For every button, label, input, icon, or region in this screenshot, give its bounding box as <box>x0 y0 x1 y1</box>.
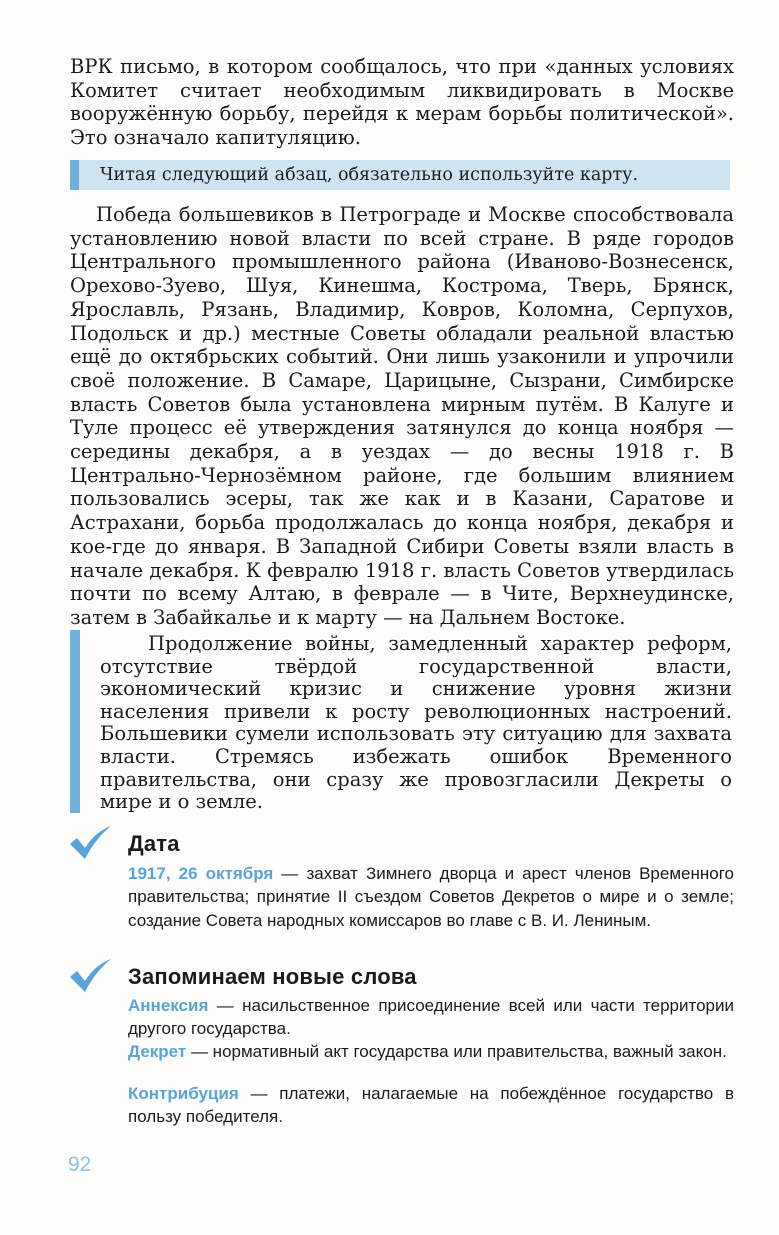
map-note-text: Читая следующий абзац, обязательно используйте карту. <box>100 165 639 185</box>
summary-text: Продолжение войны, замедленный характер реформ, отсутствие твёрдой государственной власти, экономический кризис и снижение уровня жизни населения привели к росту революционных настроений. Большевики сумели использовать эту ситуацию для захвата власти. Стремясь избежать ошибок Временного правительства, они сразу же провозгласили Декреты о мире и о земле. <box>100 632 732 814</box>
paragraph-main-text: Победа большевиков в Петрограде и Москве способствовала установлению новой власти по всей стране. В ряде городов Центрального промышленного района (Иваново-Вознесенск, Орехово-Зуево, Шуя, Кинешма, Кострома, Тверь, Брянск, Ярославль, Рязань, Владимир, Ковров, Коломна, Серпухов, Подольск и др.) местные Советы обладали реальной властью ещё до октябрьских событий. Они лишь узаконили и упрочили своё положение. В Самаре, Царицыне, Сызрани, Симбирске власть Советов была установлена мирным путём. В Калуге и Туле процесс её утверждения затянулся до конца ноября — середины декабря, а в уездах — до весны 1918 г. В Центрально-Чернозёмном районе, где большим влиянием пользовались эсеры, так же как и в Казани, Саратове и Астрахани, борьба продолжалась до конца ноября, декабря и кое-где до января. В Западной Сибири Советы взяли власть в начале декабря. К февралю 1918 г. власть Советов утвердилась почти по всему Алтаю, в феврале — в Чите, Верхнеудинске, затем в Забайкалье и к марту — на Дальнем Востоке. <box>70 203 734 629</box>
callout-bar <box>70 160 79 190</box>
date-term: 1917, 26 октября <box>128 864 274 883</box>
date-entry <box>128 862 734 932</box>
summary-text-wrap <box>100 633 732 814</box>
glossary-definition: — насильственное присоединение всей или части территории другого государства. <box>128 996 734 1039</box>
paragraph-intro <box>70 55 734 150</box>
glossary-term: Контрибуция <box>128 1084 239 1103</box>
date-heading: Дата <box>128 831 180 856</box>
map-note-callout <box>70 160 730 190</box>
glossary-term: Декрет <box>128 1042 187 1061</box>
glossary-entry <box>128 1082 734 1129</box>
page-number: 92 <box>68 1153 92 1176</box>
glossary-entry <box>128 994 734 1041</box>
paragraph-intro-text: ВРК письмо, в котором сообщалось, что при «данных условиях Комитет считает необходимым ликвидировать в Москве вооружённую борьбу, перейдя к мерам борьбы политической». Это означало капитуляцию. <box>70 55 734 150</box>
glossary-definition: — платежи, налагаемые на побеждённое государство в пользу победителя. <box>128 1084 734 1127</box>
glossary-entry <box>128 1040 734 1063</box>
paragraph-main <box>70 203 734 630</box>
glossary-term: Аннексия <box>128 996 209 1015</box>
summary-stripe <box>70 630 80 813</box>
checkmark-icon <box>68 825 112 861</box>
glossary-definition: — нормативный акт государства или правительства, важный закон. <box>186 1042 727 1061</box>
summary-box <box>70 630 734 813</box>
new-words-heading: Запоминаем новые слова <box>128 964 417 989</box>
date-description: — захват Зимнего дворца и арест членов Временного правительства; принятие II съездом Советов Декретов о мире и о земле; создание Совета народных комиссаров во главе с В. И. Лениным. <box>128 864 734 930</box>
checkmark-icon <box>68 958 112 994</box>
